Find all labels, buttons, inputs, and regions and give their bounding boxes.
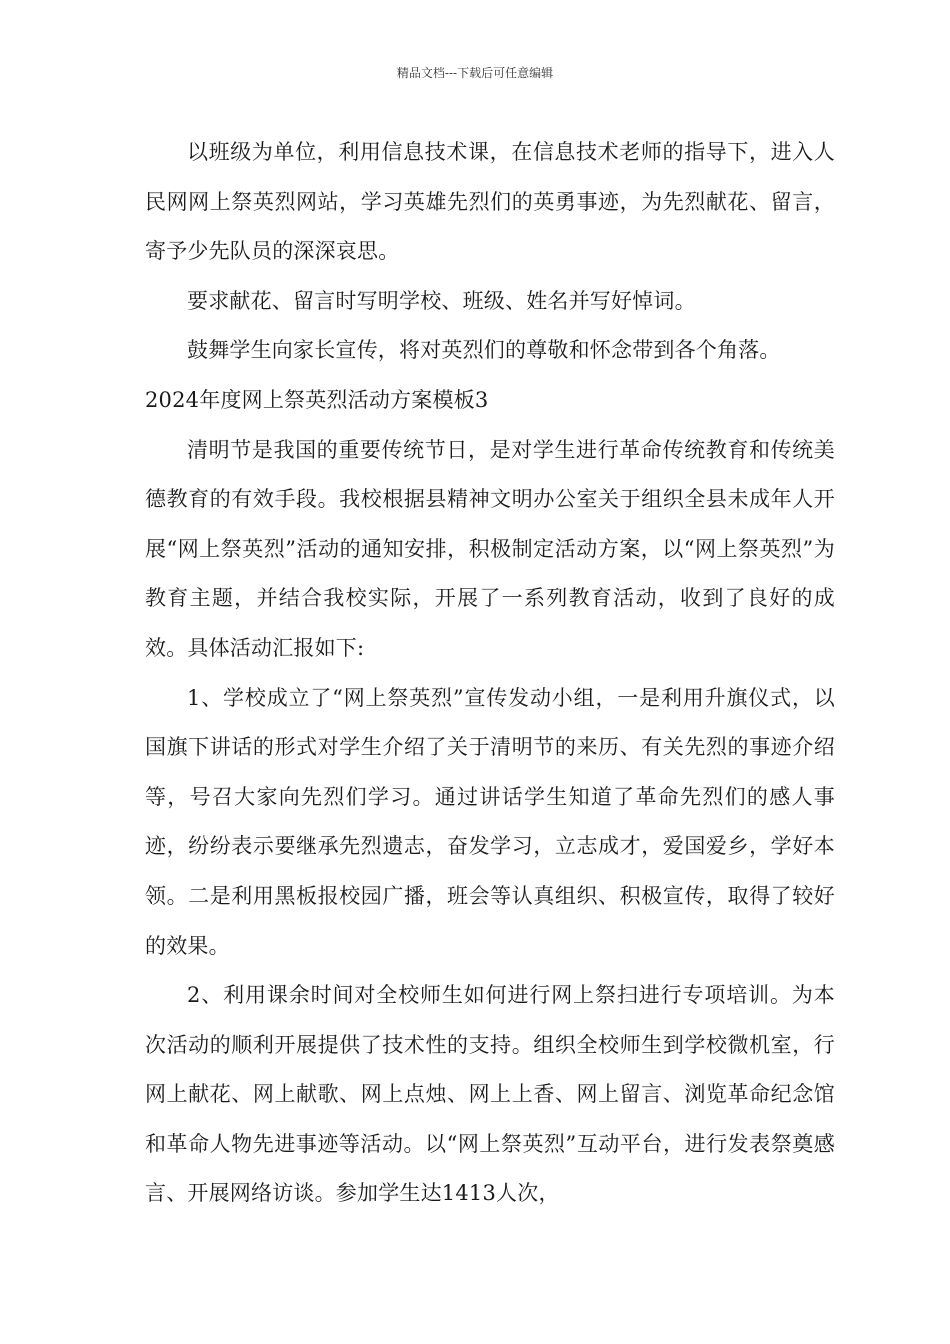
paragraph-6: 2、利用课余时间对全校师生如何进行网上祭扫进行专项培训。为本次活动的顺利开展提供了技术性的支持。组织全校师生到学校微机室，行网上献花、网上献歌、网上点烛、网上上香、网上留言、浏览革命纪念馆和革命人物先进事迹等活动。以“网上祭英烈”互动平台，进行发表祭奠感言、开展网络访谈。参加学生达1413人次， <box>145 983 835 1206</box>
paragraph-2: 要求献花、留言时写明学校、班级、姓名并写好悼词。 <box>187 288 696 313</box>
paragraph-1: 以班级为单位，利用信息技术课，在信息技术老师的指导下，进入人民网网上祭英烈网站，学习英雄先烈们的英勇事迹，为先烈献花、留言，寄予少先队员的深深哀思。 <box>145 140 835 264</box>
document-body <box>145 128 835 1219</box>
section-heading: 2024年度网上祭英烈活动方案模板3 <box>145 387 489 412</box>
page-header: 精品文档---下载后可任意编辑 <box>396 66 554 80</box>
paragraph-3: 鼓舞学生向家长宣传，将对英烈们的尊敬和怀念带到各个角落。 <box>187 338 781 363</box>
paragraph-5: 1、学校成立了“网上祭英烈”宣传发动小组，一是利用升旗仪式，以国旗下讲话的形式对学生介绍了关于清明节的来历、有关先烈的事迹介绍等，号召大家向先烈们学习。通过讲话学生知道了革命先烈们的感人事迹，纷纷表示要继承先烈遗志，奋发学习，立志成才，爱国爱乡，学好本领。二是利用黑板报校园广播，班会等认真组织、积极宣传，取得了较好的效果。 <box>145 685 835 958</box>
paragraph-4: 清明节是我国的重要传统节日，是对学生进行革命传统教育和传统美德教育的有效手段。我校根据县精神文明办公室关于组织全县未成年人开展“网上祭英烈”活动的通知安排，积极制定活动方案，以“网上祭英烈”为教育主题，并结合我校实际，开展了一系列教育活动，收到了良好的成效。具体活动汇报如下: <box>145 437 835 660</box>
